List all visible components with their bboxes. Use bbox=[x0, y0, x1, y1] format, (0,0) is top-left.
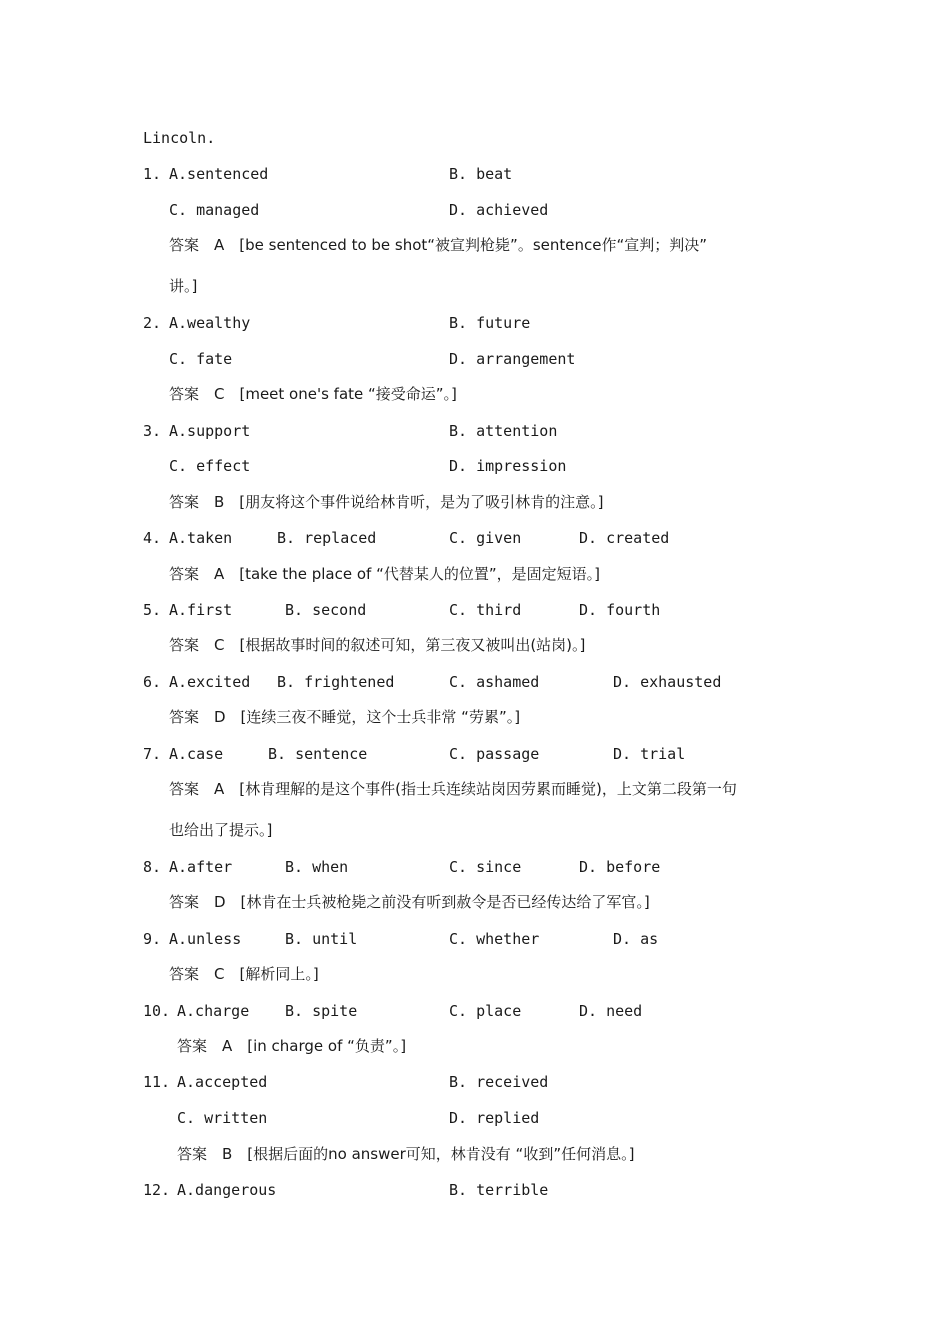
q11-number: 11. bbox=[143, 1073, 171, 1091]
q9-option-c: C. whether bbox=[449, 930, 540, 948]
q10-option-c: C. place bbox=[449, 1002, 522, 1020]
q4-option-a: A.taken bbox=[169, 529, 233, 547]
q2-option-c: C. fate bbox=[169, 350, 233, 368]
q12-option-a: A.dangerous bbox=[177, 1181, 277, 1199]
q7-number: 7. bbox=[143, 745, 162, 763]
q7-option-b: B. sentence bbox=[268, 745, 368, 763]
q11-option-d: D. replied bbox=[449, 1109, 540, 1127]
q6-option-a: A.excited bbox=[169, 673, 251, 691]
q5-option-b: B. second bbox=[285, 601, 367, 619]
q2-number: 2. bbox=[143, 314, 162, 332]
q9-number: 9. bbox=[143, 930, 162, 948]
q11-option-a: A.accepted bbox=[177, 1073, 268, 1091]
q8-option-b: B. when bbox=[285, 858, 349, 876]
q6-option-b: B. frightened bbox=[277, 673, 395, 691]
q12-option-b: B. terrible bbox=[449, 1181, 549, 1199]
q1-option-d: D. achieved bbox=[449, 201, 549, 219]
q1-number: 1. bbox=[143, 165, 162, 183]
q3-option-b: B. attention bbox=[449, 422, 558, 440]
q7-answer: 答案 A [林肯理解的是这个事件(指士兵连续站岗因劳累而睡觉)，上文第二段第一句 bbox=[169, 780, 737, 798]
intro-line: Lincoln. bbox=[143, 129, 216, 147]
q7-answer-cont: 也给出了提示。] bbox=[169, 821, 273, 839]
q3-number: 3. bbox=[143, 422, 162, 440]
q4-answer: 答案 A [take the place of “代替某人的位置”，是固定短语。] bbox=[169, 565, 600, 583]
q5-option-a: A.first bbox=[169, 601, 233, 619]
q10-number: 10. bbox=[143, 1002, 171, 1020]
q1-option-b: B. beat bbox=[449, 165, 513, 183]
q9-option-b: B. until bbox=[285, 930, 358, 948]
q9-option-d: D. as bbox=[613, 930, 659, 948]
q3-option-c: C. effect bbox=[169, 457, 251, 475]
q5-answer: 答案 C [根据故事时间的叙述可知，第三夜又被叫出(站岗)。] bbox=[169, 636, 586, 654]
q11-option-b: B. received bbox=[449, 1073, 549, 1091]
q2-answer: 答案 C [meet one's fate “接受命运”。] bbox=[169, 385, 457, 403]
q8-option-a: A.after bbox=[169, 858, 233, 876]
q8-option-d: D. before bbox=[579, 858, 661, 876]
q6-number: 6. bbox=[143, 673, 162, 691]
q12-number: 12. bbox=[143, 1181, 171, 1199]
q10-option-a: A.charge bbox=[177, 1002, 250, 1020]
q3-option-a: A.support bbox=[169, 422, 251, 440]
q4-option-d: D. created bbox=[579, 529, 670, 547]
q10-option-d: D. need bbox=[579, 1002, 643, 1020]
q9-answer: 答案 C [解析同上。] bbox=[169, 965, 319, 983]
q1-answer-cont: 讲。] bbox=[169, 277, 198, 295]
q11-answer: 答案 B [根据后面的no answer可知，林肯没有 “收到”任何消息。] bbox=[177, 1145, 635, 1163]
q9-option-a: A.unless bbox=[169, 930, 242, 948]
q10-answer: 答案 A [in charge of “负责”。] bbox=[177, 1037, 407, 1055]
q8-option-c: C. since bbox=[449, 858, 522, 876]
q4-number: 4. bbox=[143, 529, 162, 547]
q1-option-a: A.sentenced bbox=[169, 165, 269, 183]
q3-option-d: D. impression bbox=[449, 457, 567, 475]
q7-option-d: D. trial bbox=[613, 745, 686, 763]
q1-option-c: C. managed bbox=[169, 201, 260, 219]
q2-option-a: A.wealthy bbox=[169, 314, 251, 332]
q11-option-c: C. written bbox=[177, 1109, 268, 1127]
q2-option-d: D. arrangement bbox=[449, 350, 576, 368]
q7-option-c: C. passage bbox=[449, 745, 540, 763]
q6-answer: 答案 D [连续三夜不睡觉，这个士兵非常 “劳累”。] bbox=[169, 708, 521, 726]
q5-option-d: D. fourth bbox=[579, 601, 661, 619]
q4-option-b: B. replaced bbox=[277, 529, 377, 547]
q8-number: 8. bbox=[143, 858, 162, 876]
q10-option-b: B. spite bbox=[285, 1002, 358, 1020]
q4-option-c: C. given bbox=[449, 529, 522, 547]
q5-number: 5. bbox=[143, 601, 162, 619]
q1-answer: 答案 A [be sentenced to be shot“被宣判枪毙”。sentence作“宣判；判决” bbox=[169, 236, 708, 254]
q5-option-c: C. third bbox=[449, 601, 522, 619]
q8-answer: 答案 D [林肯在士兵被枪毙之前没有听到赦令是否已经传达给了军官。] bbox=[169, 893, 650, 911]
q6-option-d: D. exhausted bbox=[613, 673, 722, 691]
q3-answer: 答案 B [朋友将这个事件说给林肯听，是为了吸引林肯的注意。] bbox=[169, 493, 604, 511]
q6-option-c: C. ashamed bbox=[449, 673, 540, 691]
q2-option-b: B. future bbox=[449, 314, 531, 332]
q7-option-a: A.case bbox=[169, 745, 224, 763]
